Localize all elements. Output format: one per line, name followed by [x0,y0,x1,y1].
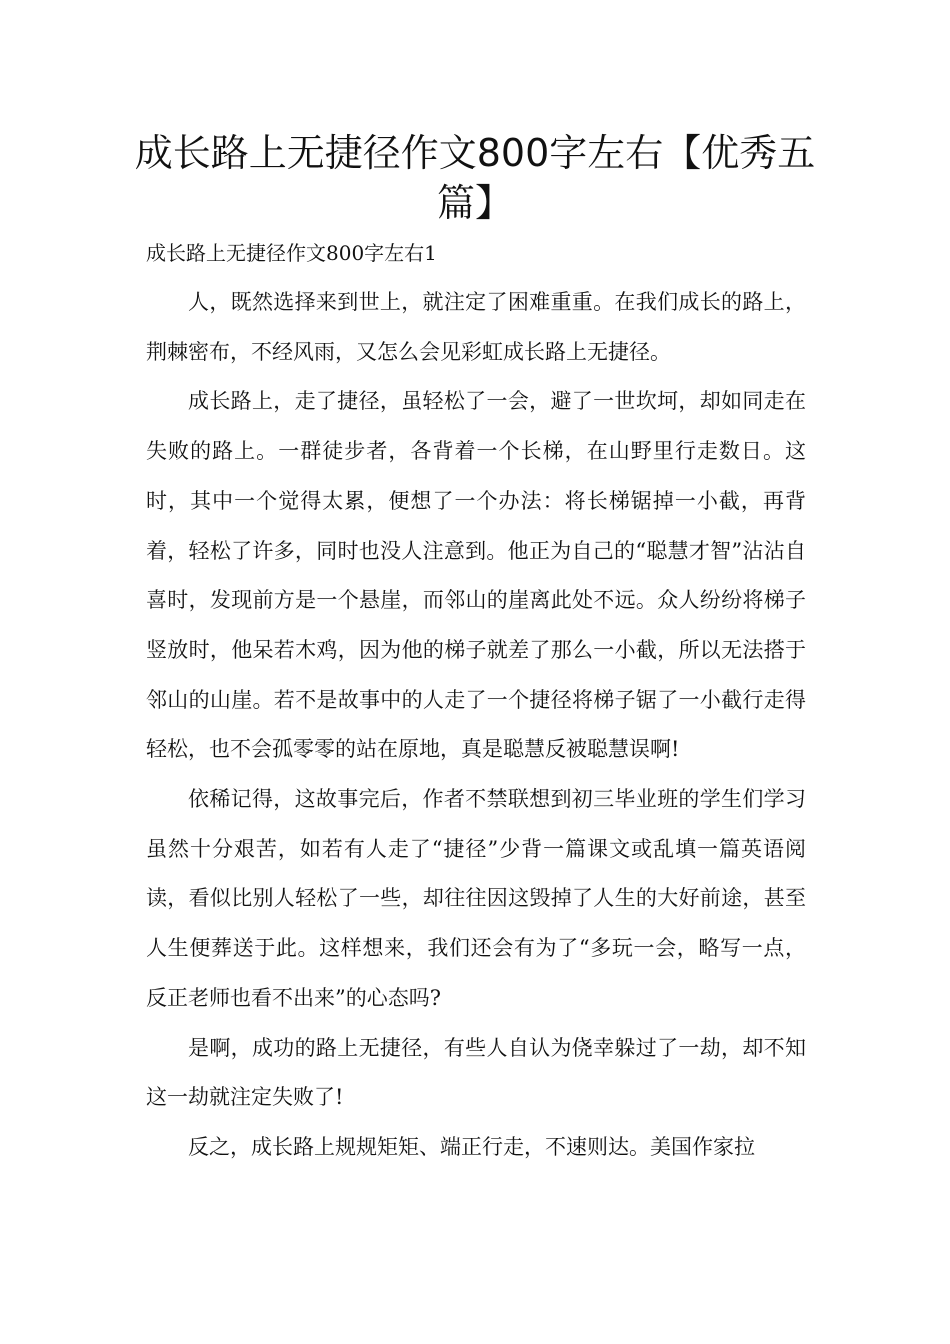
section-heading: 成长路上无捷径作文800字左右1 [146,241,437,265]
paragraph: 成长路上，走了捷径，虽轻松了一会，避了一世坎坷，却如同走在失败的路上。一群徒步者，各背着一个长梯，在山野里行走数日。这时，其中一个觉得太累，便想了一个办法：将长梯锯掉一小截，再背着，轻松了许多，同时也没人注意到。他正为自己的“聪慧才智”沾沾自喜时，发现前方是一个悬崖，而邻山的崖离此处不远。众人纷纷将梯子竖放时，他呆若木鸡，因为他的梯子就差了那么一小截，所以无法搭于邻山的山崖。若不是故事中的人走了一个捷径将梯子锯了一小截行走得轻松，也不会孤零零的站在原地，真是聪慧反被聪慧误啊! [146,389,806,762]
paragraph: 是啊，成功的路上无捷径，有些人自认为侥幸躲过了一劫，却不知这一劫就注定失败了! [146,1035,806,1110]
paragraph: 反之，成长路上规规矩矩、端正行走，不速则达。美国作家拉 [188,1134,755,1159]
document-body [146,278,806,1173]
paragraph: 依稀记得，这故事完后，作者不禁联想到初三毕业班的学生们学习虽然十分艰苦，如若有人走了“捷径”少背一篇课文或乱填一篇英语阅读，看似比别人轻松了一些，却往往因这毁掉了人生的大好前途，甚至人生便葬送于此。这样想来，我们还会有为了“多玩一会，略写一点，反正老师也看不出来”的心态吗? [146,787,806,1010]
document-title: 成长路上无捷径作文800字左右【优秀五篇】 [134,131,816,225]
paragraph: 人，既然选择来到世上，就注定了困难重重。在我们成长的路上，荆棘密布，不经风雨，又怎么会见彩虹成长路上无捷径。 [146,290,806,364]
